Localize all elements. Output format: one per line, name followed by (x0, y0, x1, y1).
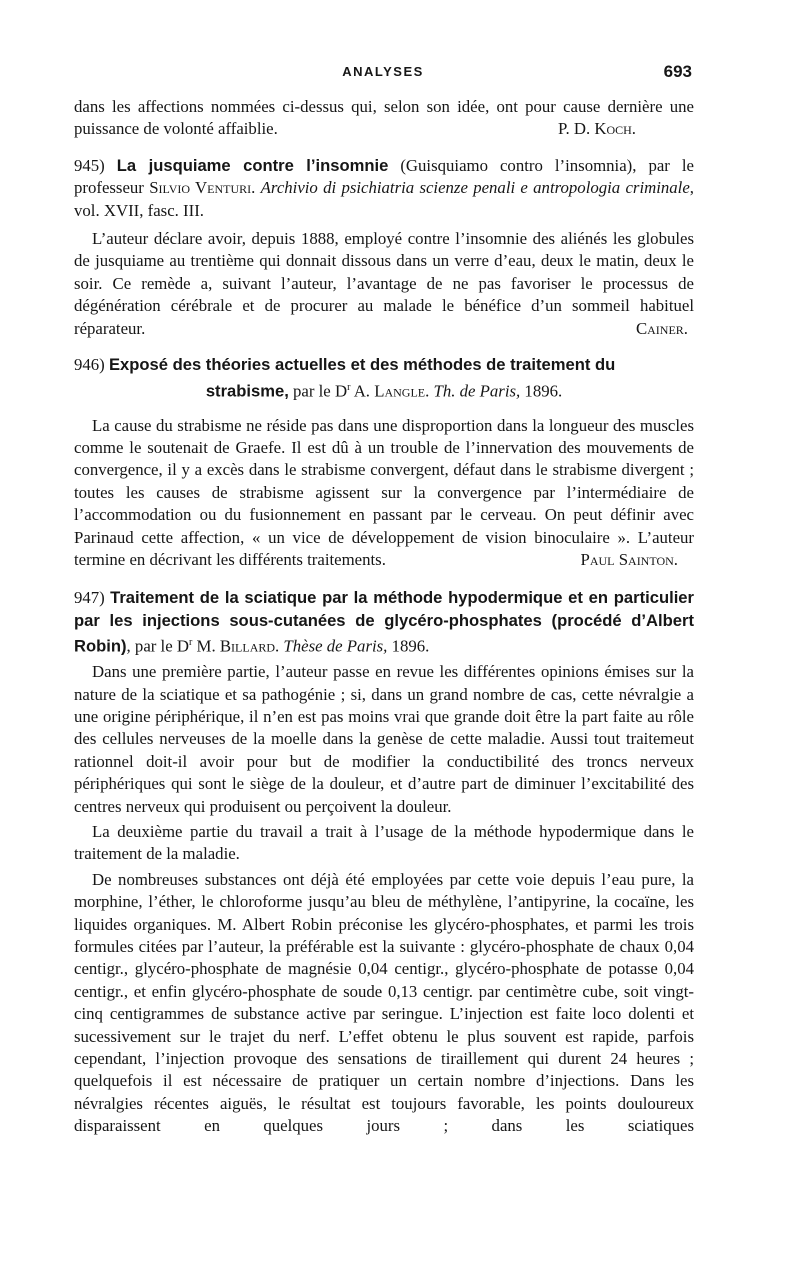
review-946-title-line2-wrap (74, 377, 694, 403)
review-946 (74, 354, 694, 571)
review-945-author: Silvio Venturi (149, 178, 252, 198)
review-947-dr-sup: r (188, 637, 193, 649)
review-947-paragraph-3: De nombreuses substances ont déjà été employées par cette voie depuis l’eau pure, la morphine, l’éther, le chloroforme jusqu’au bleu de méthylène, l’antipyrine, la cocaïne, les liquides organiques. M. Albert Robin préconise les glycéro-phosphates, et parmi les trois formules citées par l’auteur, la préférable est la suivante : glycéro-phosphate de chaux 0,04 centigr., glycéro-phosphate de magnésie 0,04 centigr., glycéro-phosphate de potasse 0,04 centigr., et enfin glycéro-phosphate de soude 0,13 centigr. par centimètre cube, soit vingt-cinq centigrammes de substance active par seringue. L’injection est faite loco dolenti et sucessivement sur le trajet du nerf. L’effet obtenu le plus souvent est rapide, parfois cependant, l’injection provoque des sensations de tiraillement qui durent 24 heures ; quelquefois il est nécessaire de pratiquer un certain nombre d’injections. Dans les névralgies récentes aiguës, le résultat est toujours favorable, les points douloureux disparaissent en quelques jours ; dans les sciatiques (74, 869, 694, 1136)
review-947-initial: M. (192, 636, 220, 656)
review-946-body: La cause du strabisme ne réside pas dans une disproportion dans la longueur des muscles comme le soutenait de Graefe. Il est dû à un trouble de l’innervation des mouvements de convergence, il y a excès dans le strabisme convergent, défaut dans le strabisme divergent ; toutes les causes de strabisme agissent sur la convergence par l’intermédiaire de l’accommodation ou du fusionnement en passant par le cerveau. On peut définir avec Parinaud cette affection, « un vice de développement de vision binoculaire ». L’auteur termine en décrivant les différents traitements. (74, 415, 694, 569)
review-946-dr-sup: r (347, 381, 351, 393)
review-945-journal: Archivio di psichiatria scienze penali e antropologia criminale (260, 178, 690, 198)
previous-review-text: dans les affections nommées ci-dessus qui, selon son idée, ont pour cause dernière une puissance de volonté affaiblie. (74, 97, 694, 139)
running-title: ANALYSES (342, 64, 424, 79)
review-946-author: Langle (374, 381, 426, 401)
page-body (74, 96, 694, 1138)
review-947-sep: . (275, 636, 284, 656)
review-947-title: Traitement de la sciatique par la méthode hypodermique et en particulier par les injections sous-cutanées de glycéro-phosphates (procédé d’Albert Robin) (74, 588, 694, 656)
review-947-thesis: Thèse de Paris, (283, 636, 388, 656)
signature-sainton: Paul Sainton. (580, 549, 678, 569)
review-945-body: L’auteur déclare avoir, depuis 1888, employé contre l’insomnie des aliénés les globules de jusquiame au trentième qui donnait dissous dans un verre d’eau, deux le matin, deux le soir. Ce remède a, suivant l’auteur, l’avantage de ne pas favoriser le processus de dégénération cérébrale et de procurer au malade le bénéfice d’un sommeil habituel réparateur. (74, 229, 694, 338)
review-947-author: Billard (219, 636, 276, 656)
review-946-by: par le D (288, 381, 348, 401)
signature-koch: P. D. Koch. (557, 119, 636, 139)
review-947 (74, 587, 694, 1137)
review-945-heading: 945) La jusquiame contre l’insomnie (Guisquiamo contro l’insomnia), par le professeur Silvio Venturi. Archivio di psichiatria scienze penali e antropologia criminale, vol. XVII, fasc. III. (74, 155, 695, 220)
page-header (74, 62, 692, 86)
review-946-thesis: Th. de Paris, (433, 381, 521, 401)
review-945-title: La jusquiame contre l’insomnie (116, 155, 389, 175)
review-947-heading (74, 587, 694, 658)
review-945 (74, 155, 694, 340)
review-946-heading (74, 354, 694, 402)
review-947-by: , par le D (126, 636, 189, 656)
review-945-subtitle: (Guisquiamo contro l’insomnia), par le professeur (74, 155, 695, 198)
review-946-title-line2: strabisme, (205, 381, 289, 401)
review-945-volume: , vol. XVII, fasc. III. (74, 178, 694, 220)
review-946-sep: . (425, 381, 434, 401)
review-946-number: 946) (74, 355, 105, 375)
review-947-paragraph-2: La deuxième partie du travail a trait à l’usage de la méthode hypodermique dans le traitement de la maladie. (74, 822, 694, 864)
review-946-title-line1: Exposé des théories actuelles et des méthodes de traitement du (108, 355, 616, 375)
review-946-year: 1896. (520, 381, 563, 401)
review-945-number: 945) (74, 155, 105, 175)
signature-cainer: Cainer. (635, 318, 688, 338)
review-946-initial: A. (350, 381, 375, 401)
review-947-number: 947) (74, 588, 105, 608)
review-947-paragraph-1: Dans une première partie, l’auteur passe en revue les différentes opinions émises sur la nature de la sciatique et sa pathogénie ; si, dans un grand nombre de cas, cette névralgie a une origine périphérique, il n’en est pas moins vrai que grande doit être la part faite au rôle des cellules nerveuses de la moelle dans la genèse de cette maladie. Aussi tout traitemeut rationnel doit-il avoir pour but de modifier la conductibilité des troncs nerveux périphériques qui sont le siège de la douleur, et d’autre part de diminuer l’excitabilité des centres nerveux qui produisent ou perçoivent la douleur. (74, 662, 694, 816)
review-947-year: 1896. (387, 636, 430, 656)
page-number: 693 (663, 62, 692, 81)
